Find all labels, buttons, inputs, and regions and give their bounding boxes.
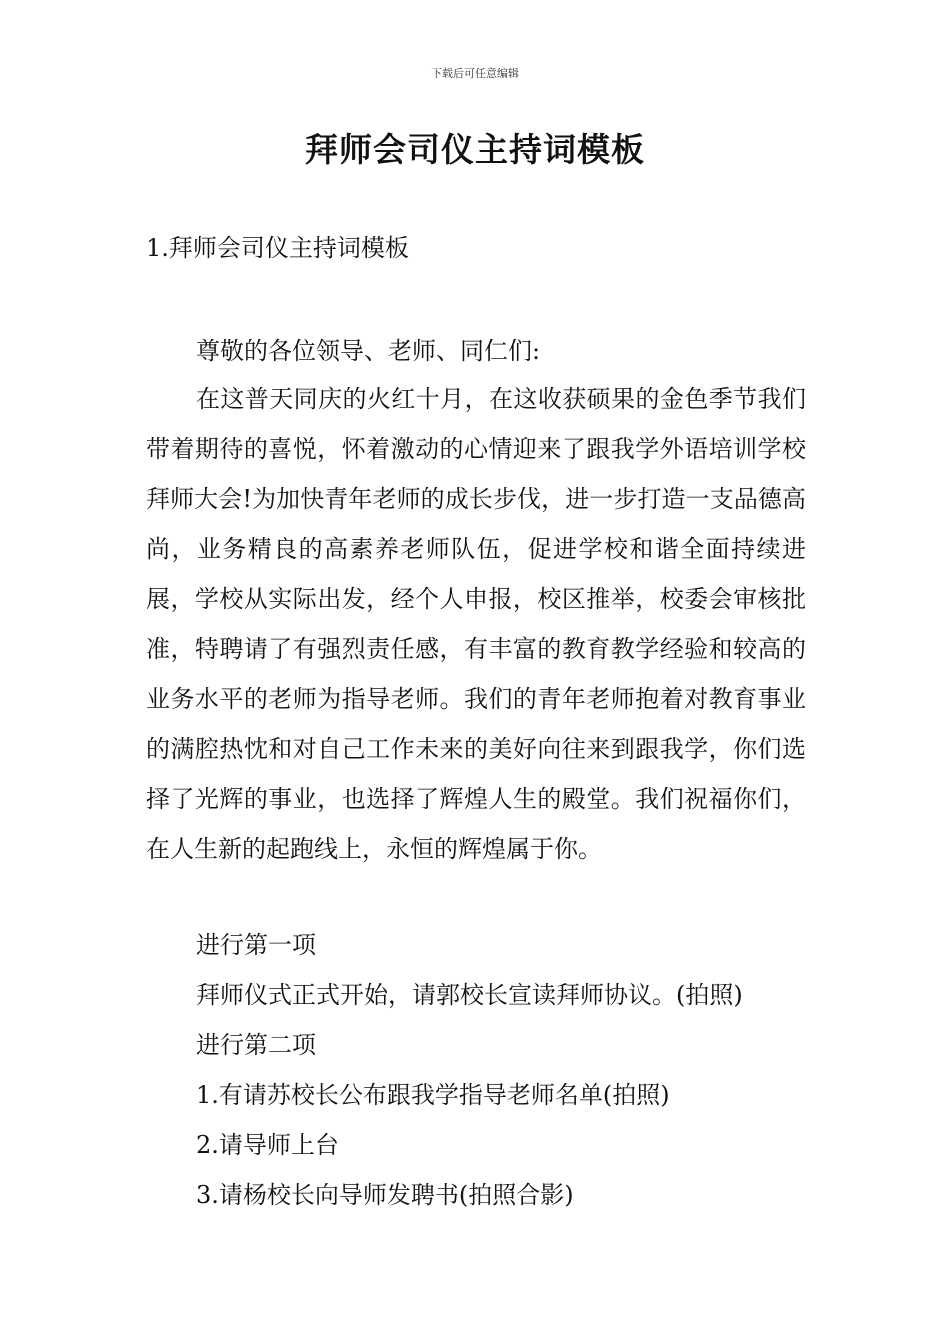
agenda-item: 拜师仪式正式开始，请郭校长宣读拜师协议。(拍照) (196, 981, 743, 1009)
agenda-list (196, 920, 743, 1220)
header-note: 下载后可任意编辑 (431, 67, 519, 80)
agenda-item: 2.请导师上台 (196, 1131, 339, 1159)
agenda-item: 进行第一项 (196, 931, 316, 959)
agenda-item: 1.有请苏校长公布跟我学指导老师名单(拍照) (196, 1081, 670, 1109)
document-title: 拜师会司仪主持词模板 (305, 130, 645, 169)
section-heading: 1.拜师会司仪主持词模板 (146, 234, 409, 262)
agenda-item: 进行第二项 (196, 1031, 316, 1059)
main-paragraph: 在这普天同庆的火红十月，在这收获硕果的金色季节我们带着期待的喜悦，怀着激动的心情迎来了跟我学外语培训学校拜师大会!为加快青年老师的成长步伐，进一步打造一支品德高尚，业务精良的高素养老师队伍，促进学校和谐全面持续进展，学校从实际出发，经个人申报，校区推举，校委会审核批准，特聘请了有强烈责任感，有丰富的教育教学经验和较高的业务水平的老师为指导老师。我们的青年老师抱着对教育事业的满腔热忱和对自己工作未来的美好向往来到跟我学，你们选择了光辉的事业，也选择了辉煌人生的殿堂。我们祝福你们，在人生新的起跑线上，永恒的辉煌属于你。 (146, 385, 806, 863)
greeting-line: 尊敬的各位领导、老师、同仁们: (196, 337, 541, 365)
agenda-item: 3.请杨校长向导师发聘书(拍照合影) (196, 1181, 574, 1209)
